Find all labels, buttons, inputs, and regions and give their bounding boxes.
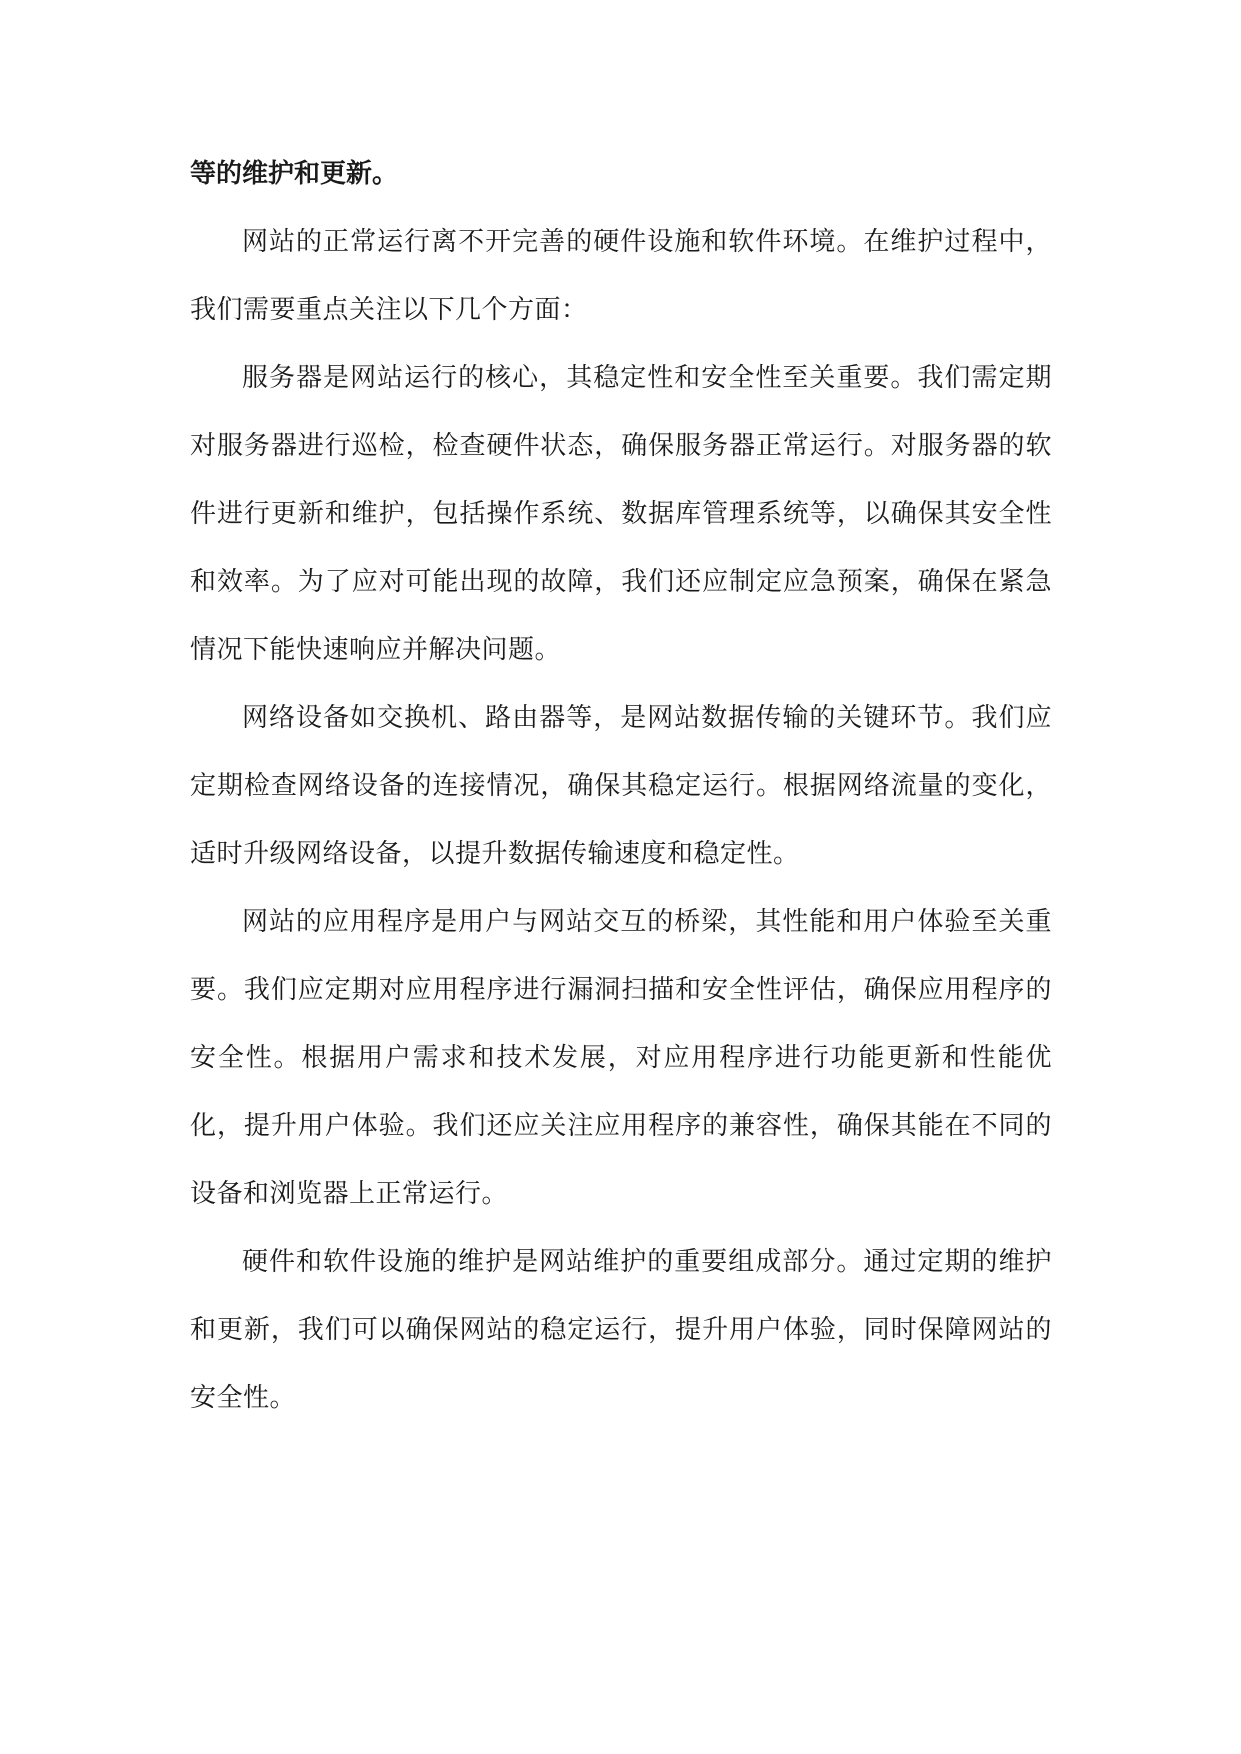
- paragraph-intro: 网站的正常运行离不开完善的硬件设施和软件环境。在维护过程中，我们需要重点关注以下几个方面：: [190, 227, 1052, 325]
- continued-heading-text: 等的维护和更新。: [190, 159, 399, 189]
- paragraph-summary: 硬件和软件设施的维护是网站维护的重要组成部分。通过定期的维护和更新，我们可以确保网站的稳定运行，提升用户体验，同时保障网站的安全性。: [190, 1247, 1052, 1413]
- paragraph-network: 网络设备如交换机、路由器等，是网站数据传输的关键环节。我们应定期检查网络设备的连接情况，确保其稳定运行。根据网络流量的变化，适时升级网络设备，以提升数据传输速度和稳定性。: [190, 703, 1052, 869]
- document-body: [190, 140, 1052, 1432]
- paragraph-server: 服务器是网站运行的核心，其稳定性和安全性至关重要。我们需定期对服务器进行巡检，检查硬件状态，确保服务器正常运行。对服务器的软件进行更新和维护，包括操作系统、数据库管理系统等，以确保其安全性和效率。为了应对可能出现的故障，我们还应制定应急预案，确保在紧急情况下能快速响应并解决问题。: [190, 363, 1052, 665]
- paragraph-application: 网站的应用程序是用户与网站交互的桥梁，其性能和用户体验至关重要。我们应定期对应用程序进行漏洞扫描和安全性评估，确保应用程序的安全性。根据用户需求和技术发展，对应用程序进行功能更新和性能优化，提升用户体验。我们还应关注应用程序的兼容性，确保其能在不同的设备和浏览器上正常运行。: [190, 907, 1052, 1209]
